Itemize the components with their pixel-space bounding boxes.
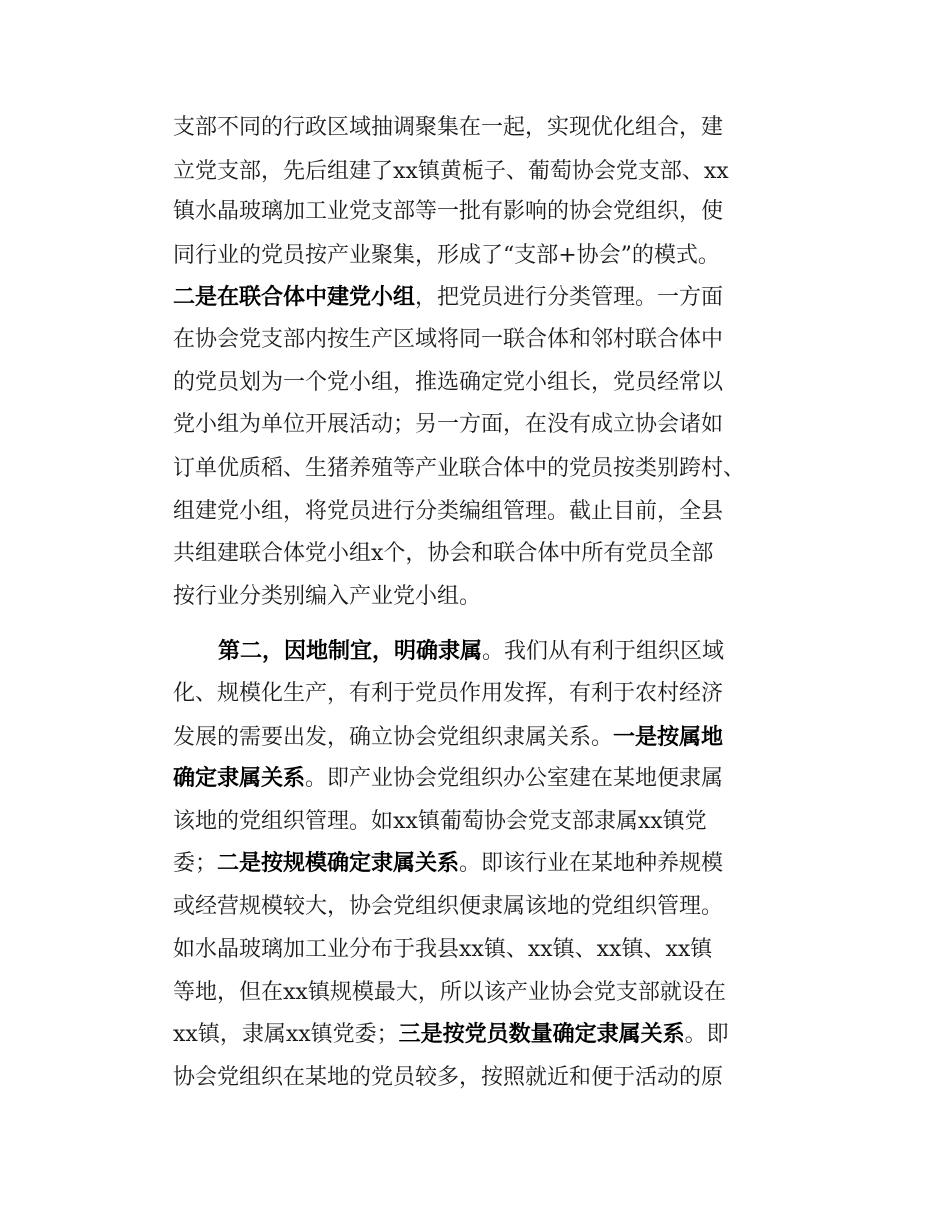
bold-heading-text: 三是按党员数量确定隶属关系 (398, 1022, 685, 1047)
text-line (173, 192, 813, 232)
text-line (173, 405, 813, 445)
text-line (173, 492, 813, 532)
text-line (173, 887, 813, 927)
text-line (173, 1058, 813, 1098)
bold-heading-text: 第二，因地制宜，明确隶属 (218, 639, 483, 664)
text-line (173, 320, 813, 360)
text-line (218, 632, 813, 672)
text-line (173, 802, 813, 842)
body-text-segment: 。即该行业在某地种养规模 (459, 851, 724, 876)
text-line (173, 449, 813, 489)
body-text-segment: 协会党组织在某地的党员较多，按照就近和便于活动的原 (173, 1065, 724, 1090)
body-text-segment: xx镇，隶属xx镇党委； (173, 1022, 399, 1047)
body-text-segment: 支部不同的行政区域抽调聚集在一起，实现优化组合，建 (173, 115, 724, 140)
bold-heading-text: 确定隶属关系 (173, 766, 306, 791)
body-text-segment: 。即 (684, 1022, 729, 1047)
bold-heading-text: 二是按规模确定隶属关系 (217, 851, 460, 876)
body-text-segment: 立党支部，先后组建了xx镇黄栀子、葡萄协会党支部、xx (173, 159, 729, 184)
body-text-segment: 委； (173, 851, 218, 876)
text-line (173, 844, 813, 884)
body-text-segment: 。即产业协会党组织办公室建在某地便隶属 (305, 766, 724, 791)
body-text-segment: 镇水晶玻璃加工业党支部等一批有影响的协会党组织，使 (173, 199, 724, 224)
body-text-segment: 发展的需要出发，确立协会党组织隶属关系。 (173, 725, 614, 750)
body-text-segment: 订单优质稻、生猪养殖等产业联合体中的党员按类别跨村、 (173, 456, 746, 481)
body-text-segment: 或经营规模较大，协会党组织便隶属该地的党组织管理。 (173, 894, 724, 919)
body-text-segment: 的党员划为一个党小组，推选确定党小组长，党员经常以 (173, 370, 724, 395)
bold-heading-text: 二是在联合体中建党小组 (173, 285, 416, 310)
text-line (173, 973, 813, 1013)
bold-heading-text: 一是按属地 (613, 725, 724, 750)
body-text-segment: 组建党小组，将党员进行分类编组管理。截止目前，全县 (173, 499, 724, 524)
text-line (173, 363, 813, 403)
text-line (173, 152, 813, 192)
text-line (173, 236, 813, 276)
text-line (173, 759, 813, 799)
text-line (173, 534, 813, 574)
body-text-segment: 按行业分类别编入产业党小组。 (173, 584, 482, 609)
body-text-segment: 共组建联合体党小组x个，协会和联合体中所有党员全部 (173, 541, 714, 566)
body-text-segment: 。我们从有利于组织区域 (482, 639, 725, 664)
text-line (173, 1015, 813, 1055)
text-line (173, 930, 813, 970)
body-text-segment: 化、规模化生产，有利于党员作用发挥，有利于农村经济 (173, 681, 724, 706)
text-line (173, 718, 813, 758)
body-text-segment: ，把党员进行分类管理。一方面 (415, 285, 724, 310)
body-text-segment: 该地的党组织管理。如xx镇葡萄协会党支部隶属xx镇党 (173, 809, 707, 834)
text-line (173, 674, 813, 714)
text-line (173, 108, 813, 148)
body-text-segment: 党小组为单位开展活动；另一方面，在没有成立协会诸如 (173, 412, 724, 437)
body-text-segment: 在协会党支部内按生产区域将同一联合体和邻村联合体中 (173, 327, 724, 352)
body-text-segment: 同行业的党员按产业聚集，形成了“支部+协会”的模式。 (173, 243, 720, 268)
text-line (173, 577, 813, 617)
body-text-segment: 如水晶玻璃加工业分布于我县xx镇、xx镇、xx镇、xx镇 (173, 937, 713, 962)
body-text-segment: 等地，但在xx镇规模最大，所以该产业协会党支部就设在 (173, 980, 726, 1005)
text-line (173, 278, 813, 318)
